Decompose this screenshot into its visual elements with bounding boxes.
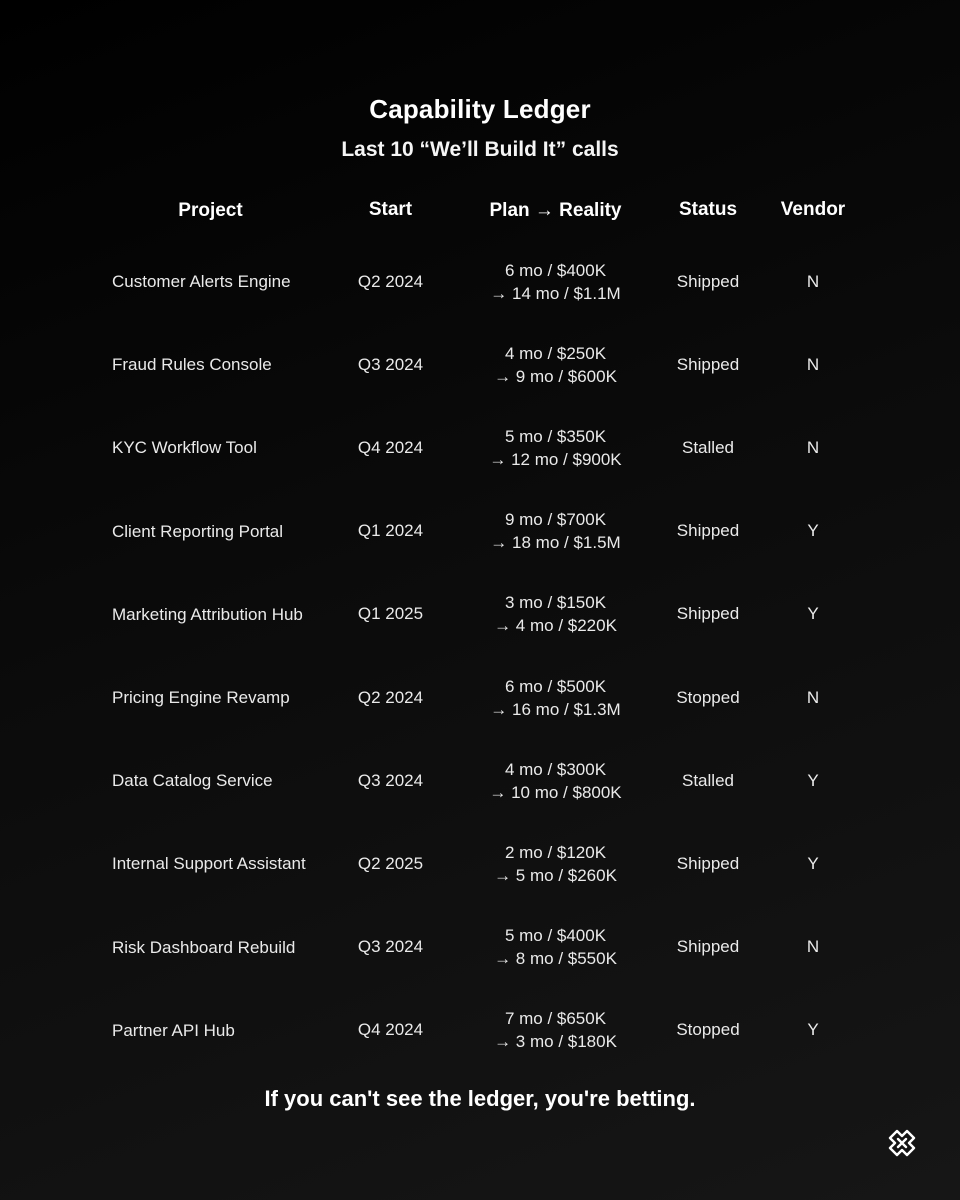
page-subtitle: Last 10 “We’ll Build It” calls <box>341 138 619 161</box>
footer-tagline: If you can't see the ledger, you're betting. <box>264 1086 696 1111</box>
project-cell: Fraud Rules Console <box>112 355 272 375</box>
table-row <box>108 490 868 573</box>
status-cell: Stopped <box>676 687 740 707</box>
reality-value: → 16 mo / $1.3M <box>490 699 621 719</box>
plan-value: 7 mo / $650K <box>504 1009 607 1029</box>
reality-value: → 9 mo / $600K <box>494 366 617 386</box>
page-title: Capability Ledger <box>369 94 591 124</box>
status-cell: Stopped <box>676 1020 740 1040</box>
plan-value: 6 mo / $500K <box>504 676 607 696</box>
reality-value: → 10 mo / $800K <box>489 782 622 802</box>
plan-reality-cell <box>468 342 643 388</box>
header-start: Start <box>368 199 413 220</box>
plan-value: 5 mo / $400K <box>504 926 607 946</box>
status-cell: Shipped <box>676 937 740 957</box>
start-cell: Q3 2024 <box>357 354 424 374</box>
plan-reality-cell <box>468 924 643 970</box>
start-cell: Q3 2024 <box>357 770 424 790</box>
project-cell: Internal Support Assistant <box>112 854 306 874</box>
start-cell: Q2 2024 <box>357 687 424 707</box>
table-row <box>108 240 868 323</box>
vendor-cell: N <box>806 437 820 457</box>
start-cell: Q3 2024 <box>357 937 424 957</box>
start-cell: Q4 2024 <box>357 1020 424 1040</box>
plan-value: 6 mo / $400K <box>504 260 607 280</box>
plan-reality-cell <box>468 841 643 887</box>
plan-value: 9 mo / $700K <box>504 510 607 530</box>
reality-value: → 5 mo / $260K <box>494 865 617 885</box>
project-cell: Client Reporting Portal <box>112 521 284 541</box>
status-cell: Shipped <box>676 271 740 291</box>
plan-value: 2 mo / $120K <box>504 842 607 862</box>
status-cell: Stalled <box>682 437 734 457</box>
plan-reality-cell <box>468 508 643 554</box>
reality-value: → 18 mo / $1.5M <box>490 533 621 553</box>
vendor-cell: Y <box>807 1020 819 1040</box>
project-cell: Marketing Attribution Hub <box>112 604 303 624</box>
header-project: Project <box>178 199 243 221</box>
table-header <box>108 190 868 230</box>
table-row <box>108 573 868 656</box>
vendor-cell: Y <box>807 853 819 873</box>
vendor-cell: N <box>806 354 820 374</box>
plan-reality-cell <box>468 758 643 804</box>
plan-reality-cell <box>468 1007 643 1053</box>
table-body <box>108 240 868 1072</box>
start-cell: Q2 2024 <box>357 271 424 291</box>
header-vendor: Vendor <box>780 199 846 220</box>
table-row <box>108 989 868 1072</box>
status-cell: Shipped <box>676 354 740 374</box>
vendor-cell: Y <box>807 770 819 790</box>
plan-reality-cell <box>468 259 643 305</box>
plan-value: 4 mo / $300K <box>504 759 607 779</box>
table-row <box>108 739 868 822</box>
project-cell: KYC Workflow Tool <box>112 438 257 458</box>
start-cell: Q4 2024 <box>357 437 424 457</box>
crossed-arrows-x-icon <box>886 1127 918 1159</box>
start-cell: Q1 2024 <box>357 521 424 541</box>
header-status: Status <box>678 199 738 220</box>
status-cell: Stalled <box>682 770 734 790</box>
vendor-cell: Y <box>807 604 819 624</box>
reality-value: → 8 mo / $550K <box>494 949 617 969</box>
plan-reality-cell <box>468 425 643 471</box>
table-row <box>108 906 868 989</box>
project-cell: Risk Dashboard Rebuild <box>112 937 296 957</box>
reality-value: → 3 mo / $180K <box>494 1032 617 1052</box>
header-plan-reality: Plan → Reality <box>489 199 622 221</box>
vendor-cell: N <box>806 687 820 707</box>
plan-reality-cell <box>468 591 643 637</box>
table-row <box>108 406 868 489</box>
ledger-table <box>108 190 868 1072</box>
plan-reality-cell <box>468 675 643 721</box>
table-row <box>108 822 868 905</box>
table-row <box>108 323 868 406</box>
start-cell: Q2 2025 <box>357 853 424 873</box>
status-cell: Shipped <box>676 521 740 541</box>
plan-value: 3 mo / $150K <box>504 593 607 613</box>
project-cell: Data Catalog Service <box>112 771 273 791</box>
vendor-cell: N <box>806 271 820 291</box>
status-cell: Shipped <box>676 604 740 624</box>
reality-value: → 12 mo / $900K <box>489 449 622 469</box>
reality-value: → 14 mo / $1.1M <box>490 283 621 303</box>
vendor-cell: N <box>806 937 820 957</box>
status-cell: Shipped <box>676 853 740 873</box>
table-row <box>108 656 868 739</box>
plan-value: 4 mo / $250K <box>504 343 607 363</box>
project-cell: Partner API Hub <box>112 1020 235 1040</box>
project-cell: Pricing Engine Revamp <box>112 688 290 708</box>
start-cell: Q1 2025 <box>357 604 424 624</box>
reality-value: → 4 mo / $220K <box>494 616 617 636</box>
plan-value: 5 mo / $350K <box>504 426 607 446</box>
project-cell: Customer Alerts Engine <box>112 272 291 292</box>
vendor-cell: Y <box>807 521 819 541</box>
